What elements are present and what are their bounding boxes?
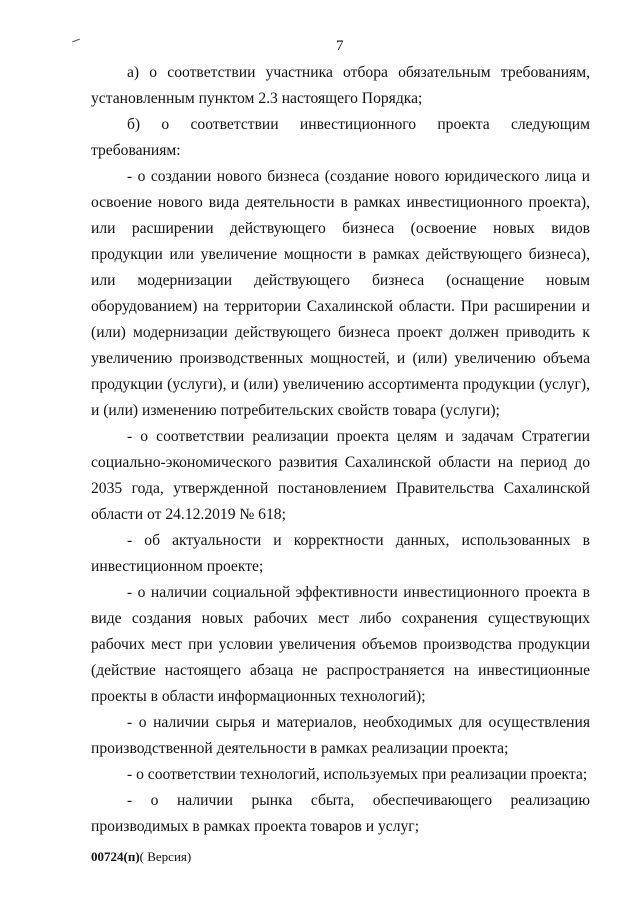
document-version: ( Версия) (139, 849, 192, 864)
document-footer (91, 848, 191, 866)
requirement-technologies: - о соответствии технологий, используемых при реализации проекта; (127, 766, 588, 783)
requirement-social-efficiency: - о наличии социальной эффективности инвестиционного проекта в виде создания новых рабочих мест либо сохранения существующих рабочих мест при условии увеличения объемов производства продукции (действие настоящего абзаца не распространяется на инвестиционные проекты в области информационных технологий); (91, 584, 590, 705)
paragraph-b: б) о соответствии инвестиционного проекта следующим требованиям: (91, 116, 590, 159)
scan-mark (72, 39, 80, 43)
requirement-data-accuracy: - об актуальности и корректности данных, использованных в инвестиционном проекте; (91, 532, 590, 575)
requirement-sales-market: - о наличии рынка сбыта, обеспечивающего реализацию производимых в рамках проекта товаров и услуг; (91, 792, 590, 835)
paragraph-a: а) о соответствии участника отбора обязательным требованиям, установленным пунктом 2.3 настоящего Порядка; (91, 64, 590, 107)
requirement-strategy: - о соответствии реализации проекта целям и задачам Стратегии социально-экономического развития Сахалинской области на период до 2035 года, утвержденной постановлением Правительства Сахалинской области от 24.12.2019 № 618; (91, 428, 590, 523)
requirement-new-business: - о создании нового бизнеса (создание нового юридического лица и освоение нового вида деятельности в рамках инвестиционного проекта), или расширении действующего бизнеса (освоение новых видов продукции или увеличение мощности в рамках действующего бизнеса), или модернизации действующего бизнеса (оснащение новым оборудованием) на территории Сахалинской области. При расширении и (или) модернизации действующего бизнеса проект должен приводить к увеличению производственных мощностей, и (или) увеличению объема продукции (услуги), и (или) увеличению ассортимента продукции (услуг), и (или) изменению потребительских свойств товара (услуги); (91, 168, 590, 419)
document-body (91, 60, 590, 840)
page-number: 7 (336, 38, 344, 54)
requirement-materials: - о наличии сырья и материалов, необходимых для осуществления производственной деятельности в рамках реализации проекта; (91, 714, 590, 757)
document-code: 00724(п) (91, 849, 140, 864)
